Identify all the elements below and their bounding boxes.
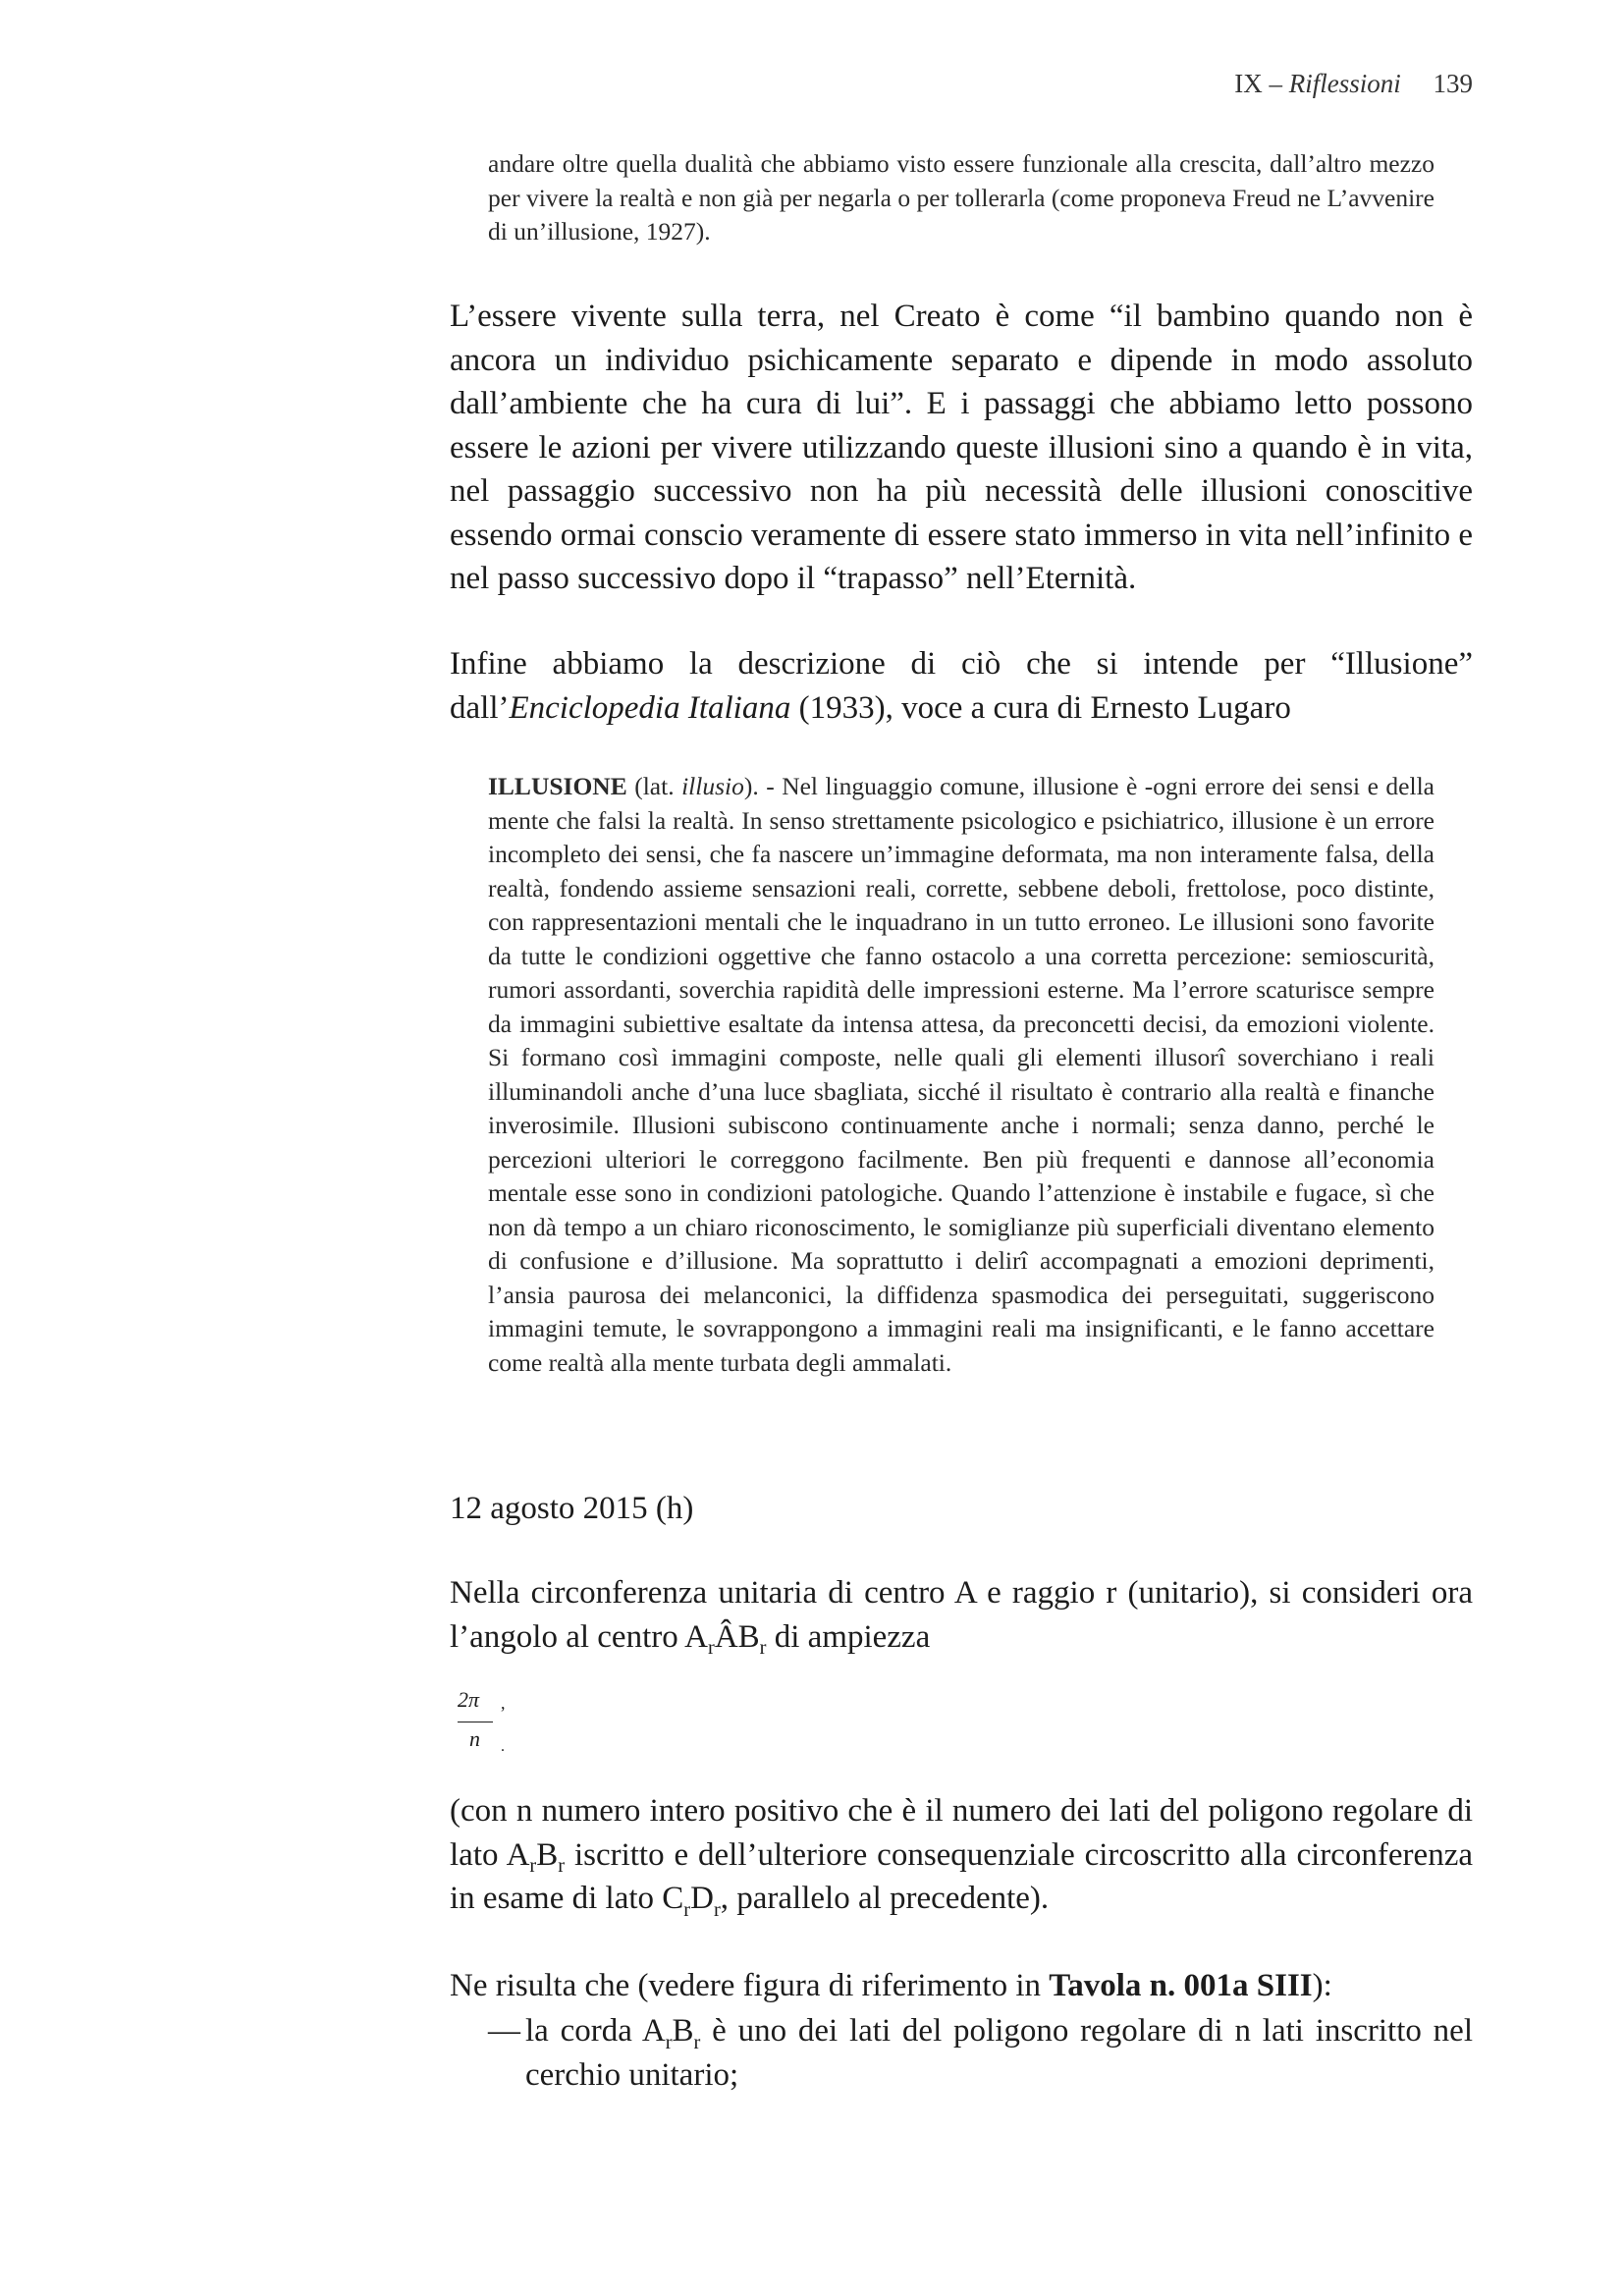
math-symbol: A [506, 1836, 530, 1873]
paragraph-text: ): [1312, 1968, 1332, 2003]
paragraph-text: iscritto e dell’ulteriore consequenziale circoscritto alla circonferenza in esame di lato [450, 1836, 1473, 1916]
math-subscript: r [708, 1637, 715, 1660]
date-heading [450, 1487, 1473, 1531]
math-symbol: A [684, 1618, 709, 1655]
paragraph-text: (con n numero intero positivo che è il numero dei lati del poligono regolare di lato [450, 1793, 1473, 1873]
paragraph-text: , parallelo al precedente). [720, 1881, 1050, 1916]
math-subscript: r [693, 2031, 701, 2053]
block-quote-illusione [488, 770, 1435, 1380]
list-text: la corda [525, 2013, 642, 2049]
fraction-comma: , [501, 1693, 506, 1713]
header-title: Riflessioni [1288, 69, 1401, 98]
entry-text: (lat. [626, 772, 682, 800]
list-text: è uno dei lati del poligono regolare di n lati inscritto nel cerchio unitario; [525, 2013, 1473, 2093]
entry-text: ). - Nel linguaggio comune, illusione è -ogni errore dei sensi e della mente che falsi la realtà. In senso strettamente psicologico e psichiatrico, illusione è un errore incompleto dei sensi, che fa nascere un’immagine deformata, ma non interamente falsa, della realtà, fondendo assieme sensazioni reali, corrette, sebbene deboli, frettolose, poco distinte, con rappresentazioni mentali che le inquadrano in un tutto erroneo. Le illusioni sono favorite da tutte le condizioni oggettive che fanno ostacolo a una corretta percezione: semioscurità, rumori assordanti, soverchia rapidità delle impressioni esterne. Ma l’errore scaturisce sempre da immagini subiettive esaltate da intensa attesa, da preconcetti decisi, da emozioni violente. Si formano così immagini composte, nelle quali gli elementi illusorî soverchiano i reali illuminandoli anche d’una luce sbagliata, sicché il risultato è contrario alla realtà e finanche inverosimile. Illusioni subiscono continuamente anche i normali; senza danno, perché le percezioni ulteriori le correggono facilmente. Ben più frequenti e dannose all’economia mentale esse sono in condizioni patologiche. Quando l’attenzione è instabile e fugace, sì che non dà tempo a un chiaro riconoscimento, le somiglianze più superficiali diventano elemento di confusione e d’illusione. Ma soprattutto i delirî accompagnati a emozioni deprimenti, l’ansia paurosa dei melanconici, la diffidenza spasmodica dei perseguitati, suggeriscono immagini temute, le sovrappongono a immagini reali ma insignificanti, e le fanno accettare come realtà alla mente turbata degli ammalati. [488, 772, 1435, 1377]
date-heading-text: 12 agosto 2015 (h) [450, 1491, 694, 1526]
quote-text: andare oltre quella dualità che abbiamo visto essere funzionale alla crescita, dall’altro mezzo per vivere la realtà e non già per negarla o per tollerarla (come proponeva Freud ne L’avvenire di un’illusione, 1927). [488, 149, 1435, 246]
list-item-corda [488, 2009, 1473, 2097]
figure-reference: Tavola n. 001a SIII [1049, 1968, 1313, 2003]
math-symbol: B [536, 1836, 559, 1873]
fraction-denominator: n [469, 1726, 480, 1751]
math-subscript: r [759, 1637, 767, 1660]
entry-latin: illusio [681, 772, 744, 800]
fraction-numerator: 2π [458, 1687, 480, 1712]
block-quote-freud [488, 147, 1435, 249]
math-symbol: A [641, 2013, 666, 2049]
paragraph-text: Ne risulta che (vedere figura di riferimento in [450, 1968, 1050, 2003]
paragraph-text: Nella circonferenza unitaria di centro A e raggio r (unitario), si consideri ora l’angolo al centro [450, 1575, 1473, 1655]
page-number: 139 [1433, 69, 1473, 98]
work-title: Enciclopedia Italiana [509, 689, 791, 726]
paragraph-circonferenza [450, 1571, 1473, 1659]
math-symbol: C [662, 1881, 684, 1916]
paragraph-text: Infine abbiamo la descrizione di ciò che si intende per “Illusione” dall’ [450, 646, 1473, 726]
fraction-2pi-over-n [458, 1687, 516, 1756]
math-subscript: r [683, 1898, 691, 1921]
paragraph-ne-risulta [450, 1964, 1473, 2008]
paragraph-essere-vivente [450, 295, 1473, 601]
paragraph-text: L’essere vivente sulla terra, nel Creato è come “il bambino quando non è ancora un individuo psichicamente separato e dipende in modo assoluto dall’ambiente che ha cura di lui”. E i passaggi che abbiamo letto possono essere le azioni per vivere utilizzando queste illusioni sino a quando è in vita, nel passaggio successivo non ha più necessità delle illusioni conoscitive essendo ormai conscio veramente di essere stato immerso in vita nell’infinito e nel passo successivo dopo il “trapasso” nell’Eternità. [450, 299, 1473, 596]
math-symbol: ÂB [714, 1618, 760, 1655]
paragraph-text: di ampiezza [766, 1618, 931, 1655]
math-subscript: r [665, 2031, 673, 2053]
fraction-dot: . [501, 1738, 505, 1755]
running-header [1178, 69, 1473, 99]
math-symbol: B [672, 2013, 694, 2049]
math-subscript: r [713, 1898, 721, 1921]
paragraph-infine [450, 642, 1473, 730]
entry-term: ILLUSIONE [488, 772, 627, 800]
math-subscript: r [529, 1855, 537, 1878]
paragraph-text: (1933), voce a cura di Ernesto Lugaro [790, 689, 1291, 726]
em-dash-bullet: — [488, 2013, 520, 2049]
math-symbol: D [690, 1881, 714, 1916]
paragraph-poligono [450, 1789, 1473, 1921]
math-subscript: r [558, 1855, 566, 1878]
header-section: IX – [1234, 69, 1282, 98]
